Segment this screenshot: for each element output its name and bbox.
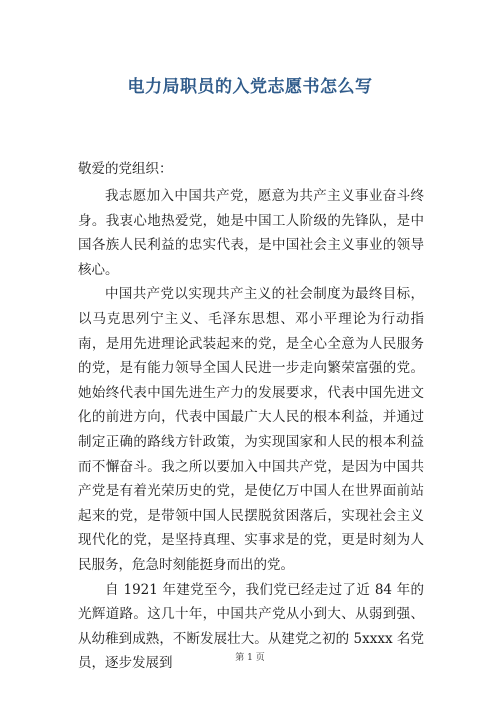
document-title: 电力局职员的入党志愿书怎么写 (127, 77, 373, 97)
salutation: 敬爱的党组织： (78, 161, 173, 177)
paragraph-1: 我志愿加入中国共产党，愿意为共产主义事业奋斗终身。我衷心地热爱党，她是中国工人阶级的先锋队，是中国各族人民利益的忠实代表，是中国社会主义事业的领导核心。 (78, 188, 424, 278)
page-number: 第 1 页 (235, 653, 265, 663)
document-body (78, 158, 424, 676)
paragraph-2: 中国共产党以实现共产主义的社会制度为最终目标，以马克思列宁主义、毛泽东思想、邓小平理论为行动指南，是用先进理论武装起来的党，是全心全意为人民服务的党，是有能力领导全国人民进一步走向繁荣富强的党。她始终代表中国先进生产力的发展要求，代表中国先进文化的前进方向，代表中国最广大人民的根本利益，并通过制定正确的路线方针政策，为实现国家和人民的根本利益而不懈奋斗。我之所以要加入中国共产党，是因为中国共产党是有着光荣历史的党，是使亿万中国人在世界面前站起来的党，是带领中国人民摆脱贫困落后，实现社会主义现代化的党，是坚持真理、实事求是的党，更是时刻为人民服务，危急时刻能挺身而出的党。 (78, 286, 424, 573)
paragraph-3: 自 1921 年建党至今，我们党已经走过了近 84 年的光辉道路。这几十年，中国共产党从小到大、从弱到强、从幼稚到成熟，不断发展壮大。从建党之初的 5xxxx 名党员，逐步发展到 (78, 581, 424, 672)
